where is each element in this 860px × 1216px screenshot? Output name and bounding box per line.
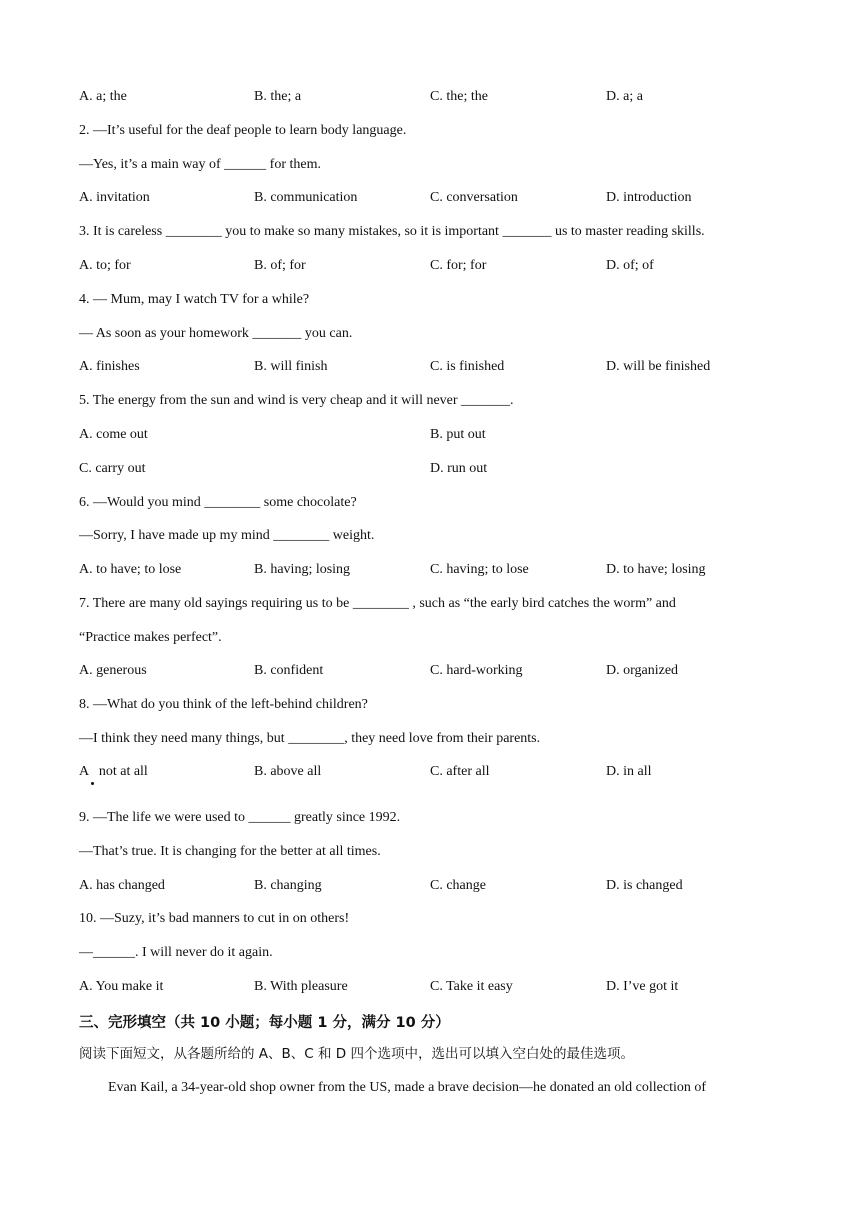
- section-3-title: 三、完形填空（共 10 小题；每小题 1 分，满分 10 分）: [79, 1015, 450, 1031]
- q6-options: [79, 561, 799, 579]
- q9-stem-2: —That’s true. It is changing for the better at all times.: [79, 844, 381, 859]
- q1-option-b: B. the; a: [254, 89, 302, 104]
- q2-option-d: D. introduction: [606, 190, 692, 205]
- q2-option-c: C. conversation: [430, 190, 518, 205]
- q10-option-b: B. With pleasure: [254, 979, 348, 994]
- q4-option-d: D. will be finished: [606, 359, 711, 374]
- q7-stem-1: 7. There are many old sayings requiring us to be ________ , such as “the early bird catches the worm” and: [79, 596, 676, 611]
- q4-stem-2: — As soon as your homework _______ you can.: [79, 326, 353, 341]
- passage-first-line: Evan Kail, a 34-year-old shop owner from the US, made a brave decision—he donated an old collection of: [108, 1080, 707, 1095]
- q7-option-d: D. organized: [606, 663, 679, 678]
- q1-options: [79, 88, 799, 106]
- q5-option-a: A. come out: [79, 427, 148, 442]
- q8-option-d: D. in all: [606, 764, 652, 779]
- q5-options-row-1: [79, 426, 799, 444]
- q9-option-d: D. is changed: [606, 878, 683, 893]
- q5-stem-1: 5. The energy from the sun and wind is very cheap and it will never _______.: [79, 393, 514, 408]
- q9-option-c: C. change: [430, 878, 486, 893]
- q2-options: [79, 189, 799, 207]
- q5-option-d: D. run out: [430, 461, 488, 476]
- q4-option-c: C. is finished: [430, 359, 505, 374]
- q9-option-a: A. has changed: [79, 878, 165, 893]
- q3-stem-1: 3. It is careless ________ you to make so many mistakes, so it is important _______ us to master reading skills.: [79, 224, 705, 239]
- q8-stem-1: 8. —What do you think of the left-behind children?: [79, 697, 368, 712]
- q7-option-b: B. confident: [254, 663, 324, 678]
- q6-option-a: A. to have; to lose: [79, 562, 182, 577]
- q10-option-d: D. I’ve got it: [606, 979, 679, 994]
- q10-options: [79, 978, 799, 996]
- q5-option-c: C. carry out: [79, 461, 146, 476]
- q3-option-d: D. of; of: [606, 258, 654, 273]
- q2-option-b: B. communication: [254, 190, 358, 205]
- q3-options: [79, 257, 799, 275]
- q8-option-b: B. above all: [254, 764, 322, 779]
- q4-option-b: B. will finish: [254, 359, 328, 374]
- q6-stem-1: 6. —Would you mind ________ some chocolate?: [79, 495, 357, 510]
- q9-option-b: B. changing: [254, 878, 322, 893]
- q10-option-c: C. Take it easy: [430, 979, 513, 994]
- q3-option-a: A. to; for: [79, 258, 131, 273]
- q5-options-row-2: [79, 460, 799, 478]
- q6-stem-2: —Sorry, I have made up my mind ________ weight.: [79, 528, 375, 543]
- q2-stem-1: 2. —It’s useful for the deaf people to learn body language.: [79, 123, 407, 138]
- q3-option-c: C. for; for: [430, 258, 487, 273]
- q9-stem-1: 9. —The life we were used to ______ greatly since 1992.: [79, 810, 401, 825]
- q2-option-a: A. invitation: [79, 190, 150, 205]
- section-3-instruction: 阅读下面短文，从各题所给的 A、B、C 和 D 四个选项中，选出可以填入空白处的最佳选项。: [79, 1046, 634, 1062]
- q10-stem-2: —______. I will never do it again.: [79, 945, 273, 960]
- q5-option-b: B. put out: [430, 427, 486, 442]
- q1-option-d: D. a; a: [606, 89, 643, 104]
- q1-option-c: C. the; the: [430, 89, 488, 104]
- q6-option-d: D. to have; losing: [606, 562, 706, 577]
- q10-stem-1: 10. —Suzy, it’s bad manners to cut in on others!: [79, 911, 350, 926]
- q7-stem-2: “Practice makes perfect”.: [79, 630, 222, 645]
- q8-options: [79, 763, 799, 781]
- q4-options: [79, 358, 799, 376]
- q1-option-a: A. a; the: [79, 89, 127, 104]
- q7-option-c: C. hard-working: [430, 663, 523, 678]
- q2-stem-2: —Yes, it’s a main way of ______ for them.: [79, 157, 321, 172]
- q8-option-c: C. after all: [430, 764, 490, 779]
- q8-option-a: A not at all: [79, 764, 148, 779]
- q8-option-a-period-mark: [91, 782, 94, 785]
- q6-option-c: C. having; to lose: [430, 562, 529, 577]
- q10-option-a: A. You make it: [79, 979, 164, 994]
- q8-stem-2: —I think they need many things, but ________, they need love from their parents.: [79, 731, 541, 746]
- q9-options: [79, 877, 799, 895]
- q4-option-a: A. finishes: [79, 359, 140, 374]
- q7-options: [79, 662, 799, 680]
- q7-option-a: A. generous: [79, 663, 147, 678]
- q3-option-b: B. of; for: [254, 258, 306, 273]
- q6-option-b: B. having; losing: [254, 562, 351, 577]
- q4-stem-1: 4. — Mum, may I watch TV for a while?: [79, 292, 310, 307]
